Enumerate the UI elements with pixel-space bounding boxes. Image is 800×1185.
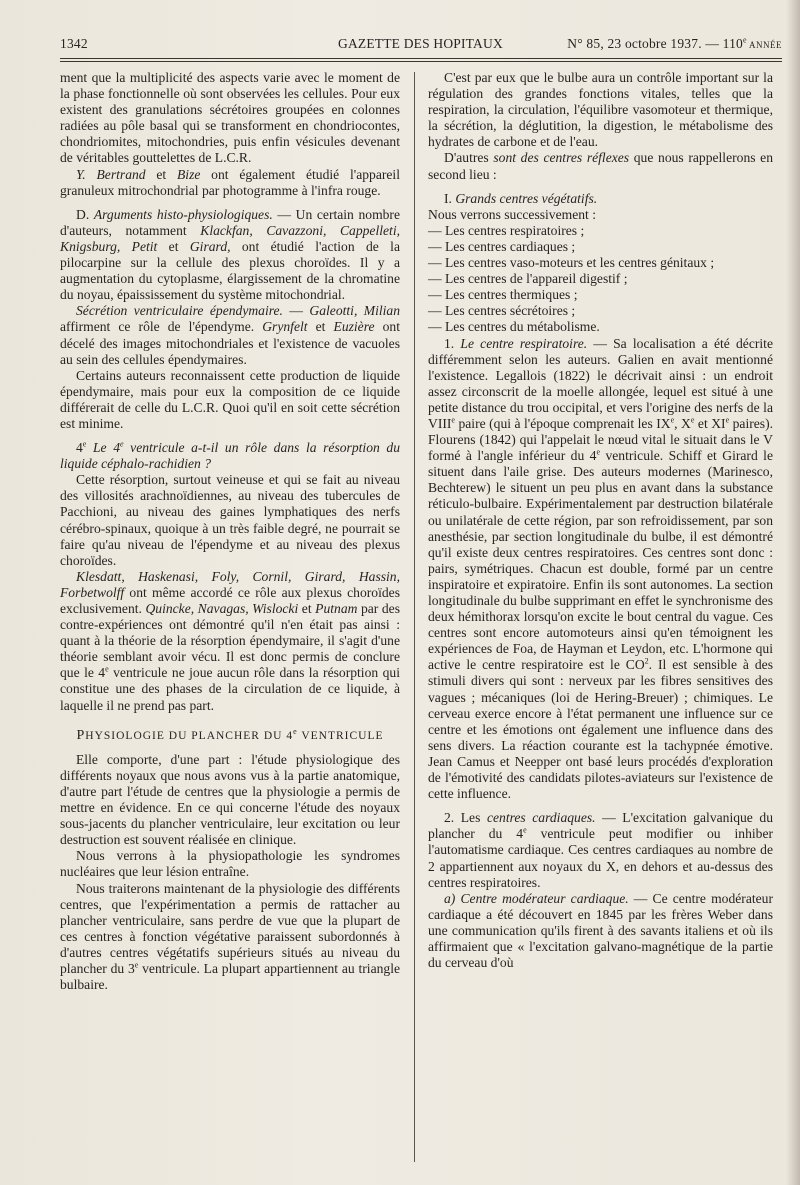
paragraph: Y. Bertrand et Bize ont également étudié l'appareil granuleux mitrochondrial par photogramme à l'infra rouge. <box>60 166 400 198</box>
section-heading: PHYSIOLOGIE DU PLANCHER DU 4e VENTRICULE <box>76 726 384 743</box>
right-column <box>428 70 773 971</box>
list-item: — Les centres cardiaques ; <box>428 238 576 254</box>
section-d: D. Arguments histo-physiologiques. — Un certain nombre d'auteurs, notamment Klackfan, Cavazzoni, Cappelleti, Knigsburg, Petit et Girard, ont étudié l'action de la pilocarpine sur la cellule des plexus choroïdes. Il y a augmentation du cytoplasme, élargissement de la chromatine du noyau, épaississement du système mitochondrial. <box>60 206 400 303</box>
paragraph: ment que la multiplicité des aspects varie avec le moment de la phase fonctionnelle où sont observées les cellules. Pour eux existent des granulations sécrétoires groupées en colonnes radiées au pôle basal qui se transforment en chondriocontes, chondriomites, mitochondries, puis enfin vésicules devenant de véritables gouttelettes de L.C.R. <box>60 70 400 166</box>
paragraph: D'autres sont des centres réflexes que nous rappellerons en second lieu : <box>428 150 774 182</box>
paragraph: Elle comporte, d'une part : l'étude physiologique des différents noyaux que nous avons vus à la partie anatomique, d'autre part l'étude de centres que la physiologie a permis de mettre en évidence. En ce qui concerne l'étude des noyaux sous-jacents du plancher ventriculaire, leur excitation ou leur destruction est souvent réalisée en clinique. <box>60 751 400 848</box>
journal-title: GAZETTE DES HOPITAUX <box>338 36 503 51</box>
paragraph: Nous verrons à la physiopathologie les syndromes nucléaires que leur lésion entraîne. <box>60 848 400 880</box>
paragraph: Certains auteurs reconnaissent cette production de liquide épendymaire, mais pour eux la composition de ce liquide différerait de celle du L.C.R. Quoi qu'il en soit cette sécrétion est minime. <box>60 367 400 431</box>
paragraph-cardiaque: 2. Les centres cardiaques. — L'excitation galvanique du plancher du 4e ventricule peut modifier ou inhiber l'automatisme cardiaque. Ces centres cardiaques au nombre de 2 appartiennent aux noyaux du X, en dehors et au-dessus des centres respiratoires. <box>428 810 774 890</box>
list-item: — Les centres sécrétoires ; <box>428 303 576 319</box>
paragraph: C'est par eux que le bulbe aura un contrôle important sur la régulation des grandes fonctions vitales, telles que la respiration, la circulation, l'équilibre vasomoteur et thermique, la sécrétion, la déglutition, la digestion, le métabolisme des hydrates de carbone et de l'eau. <box>428 70 773 150</box>
list-item: — Les centres du métabolisme. <box>428 319 600 335</box>
running-header <box>60 36 782 56</box>
column-divider <box>414 72 415 1162</box>
paragraph-respiratoire: 1. Le centre respiratoire. — Sa localisation a été décrite différemment selon les auteurs. Galien en avait mentionné l'existence. Legallois (1822) le décrivait ainsi : un endroit assez circonscrit de la moelle allongée, lequel est situé à une petite distance du trou occipital, et vers l'origine des nerfs de la VIIIe paire (qui à l'époque comprenait les IXe, Xe et XIe paires). Flourens (1842) qui l'appelait le nœud vital le situait dans le V formé à l'angle inférieur du 4e ventricule. Schiff et Girard le situent dans l'aile grise. Des auteurs modernes (Marinesco, Bechterew) le situent un peu plus en avant dans la substance réticulo-bulbaire. Expérimentalement par destruction bilatérale ou unilatérale de cette région, par son refroidissement, par son anesthésie, par section longitudinale du bulbe, il est démontré qu'il existe deux centres respiratoires. Ces centres sont donc : pairs, symétriques. Chacun est double, formé par un centre inspiratoire et expiratoire. Enfin ils sont autonomes. La section longitudinale du bulbe supprimant en effet le synchronisme des deux hémithorax lorsqu'on excite le bout central du vague. Ces centres sont encore automoteurs ainsi qu'en témoignent les expériences de Foa, de Hayman et Leydon, etc. L'hormone qui active le centre respiratoire est le $CO^2$. Il est sensible à des stimuli divers qui sont : nerveux par les fibres sensitives des vagues ; mécaniques (loi de Hering-Breuer) ; chimiques. Le cerveau exerce encore à l'état permanent une influence sur ce centre et les émotions ont également une influence dans des sens divers. La réaction courante est la tachypnée émotive. Jean Camus et Neepper ont basé leurs procédés d'exploration de l'émotivité des candidats pilotes-aviateurs sur l'existence de cette influence. <box>428 335 773 802</box>
list-item: — Les centres thermiques ; <box>428 287 578 303</box>
page-number: 1342 <box>60 36 88 51</box>
paragraph: Sécrétion ventriculaire épendymaire. — Galeotti, Milian affirment ce rôle de l'épendyme. Grynfelt et Euzière ont décelé des images mitochondriales et l'existence de vacuoles au sein des cellules épendymaires. <box>60 303 400 367</box>
paragraph: Klesdatt, Haskenasi, Foly, Cornil, Girard, Hassin, Forbetwolff ont même accordé ce rôle aux plexus choroïdes exclusivement. Quincke, Navagas, Wislocki et Putnam par des contre-expériences ont démontré qu'il n'en était pas ainsi : quant à la théorie de la résorption épendymaire, il s'agit d'une théorie semblant avoir vécu. Il est donc permis de conclure que le 4e ventricule ne joue aucun rôle dans la résorption qui constitue une des phases de la circulation de ce liquide, à laquelle il ne prend pas part. <box>60 568 400 713</box>
centres-list <box>428 207 773 336</box>
list-intro: Nous verrons successivement : <box>428 206 596 222</box>
header-rule <box>60 58 782 59</box>
paragraph-moderateur: a) Centre modérateur cardiaque. — Ce centre modérateur cardiaque a été découvert en 1845 par les frères Weber dans une communication qu'ils firent à des savants italiens et où ils affirmaient que « l'excitation galvano-magnétique de la partie du cerveau d'où <box>428 890 773 971</box>
header-rule-double <box>60 61 782 62</box>
paragraph: Nous traiterons maintenant de la physiologie des différents centres, que l'expérimentation a permis de rattacher au plancher ventriculaire, sans perdre de vue que la plupart de ces centres à fonction végétative paraissent subordonnés à d'autres centres végétatifs supérieurs situés au niveau du plancher du 3e ventricule. La plupart appartiennent au triangle bulbaire. <box>60 880 401 993</box>
left-column <box>60 70 400 993</box>
issue-info: N° 85, 23 octobre 1937. — 110e ANNÉE <box>567 35 782 51</box>
list-item: — Les centres respiratoires ; <box>428 222 585 238</box>
question-heading: 4e Le 4e ventricule a-t-il un rôle dans la résorption du liquide céphalo-rachidien ? <box>60 439 400 472</box>
subsection-heading: I. Grands centres végétatifs. <box>444 190 598 206</box>
list-item: — Les centres de l'appareil digestif ; <box>428 271 628 287</box>
paragraph: Cette résorption, surtout veineuse et qui se fait au niveau des villosités arachnoïdiennes, au niveau des tubercules de Pacchioni, au niveau des gaines lymphatiques des nerfs cérébro-spinaux, quoique à un très faible degré, ne pourrait se faire qu'au niveau de l'épendyme et au niveau des plexus choroïdes. <box>60 472 400 568</box>
list-item: — Les centres vaso-moteurs et les centres génitaux ; <box>428 255 715 271</box>
page-edge-shadow <box>786 0 800 1185</box>
